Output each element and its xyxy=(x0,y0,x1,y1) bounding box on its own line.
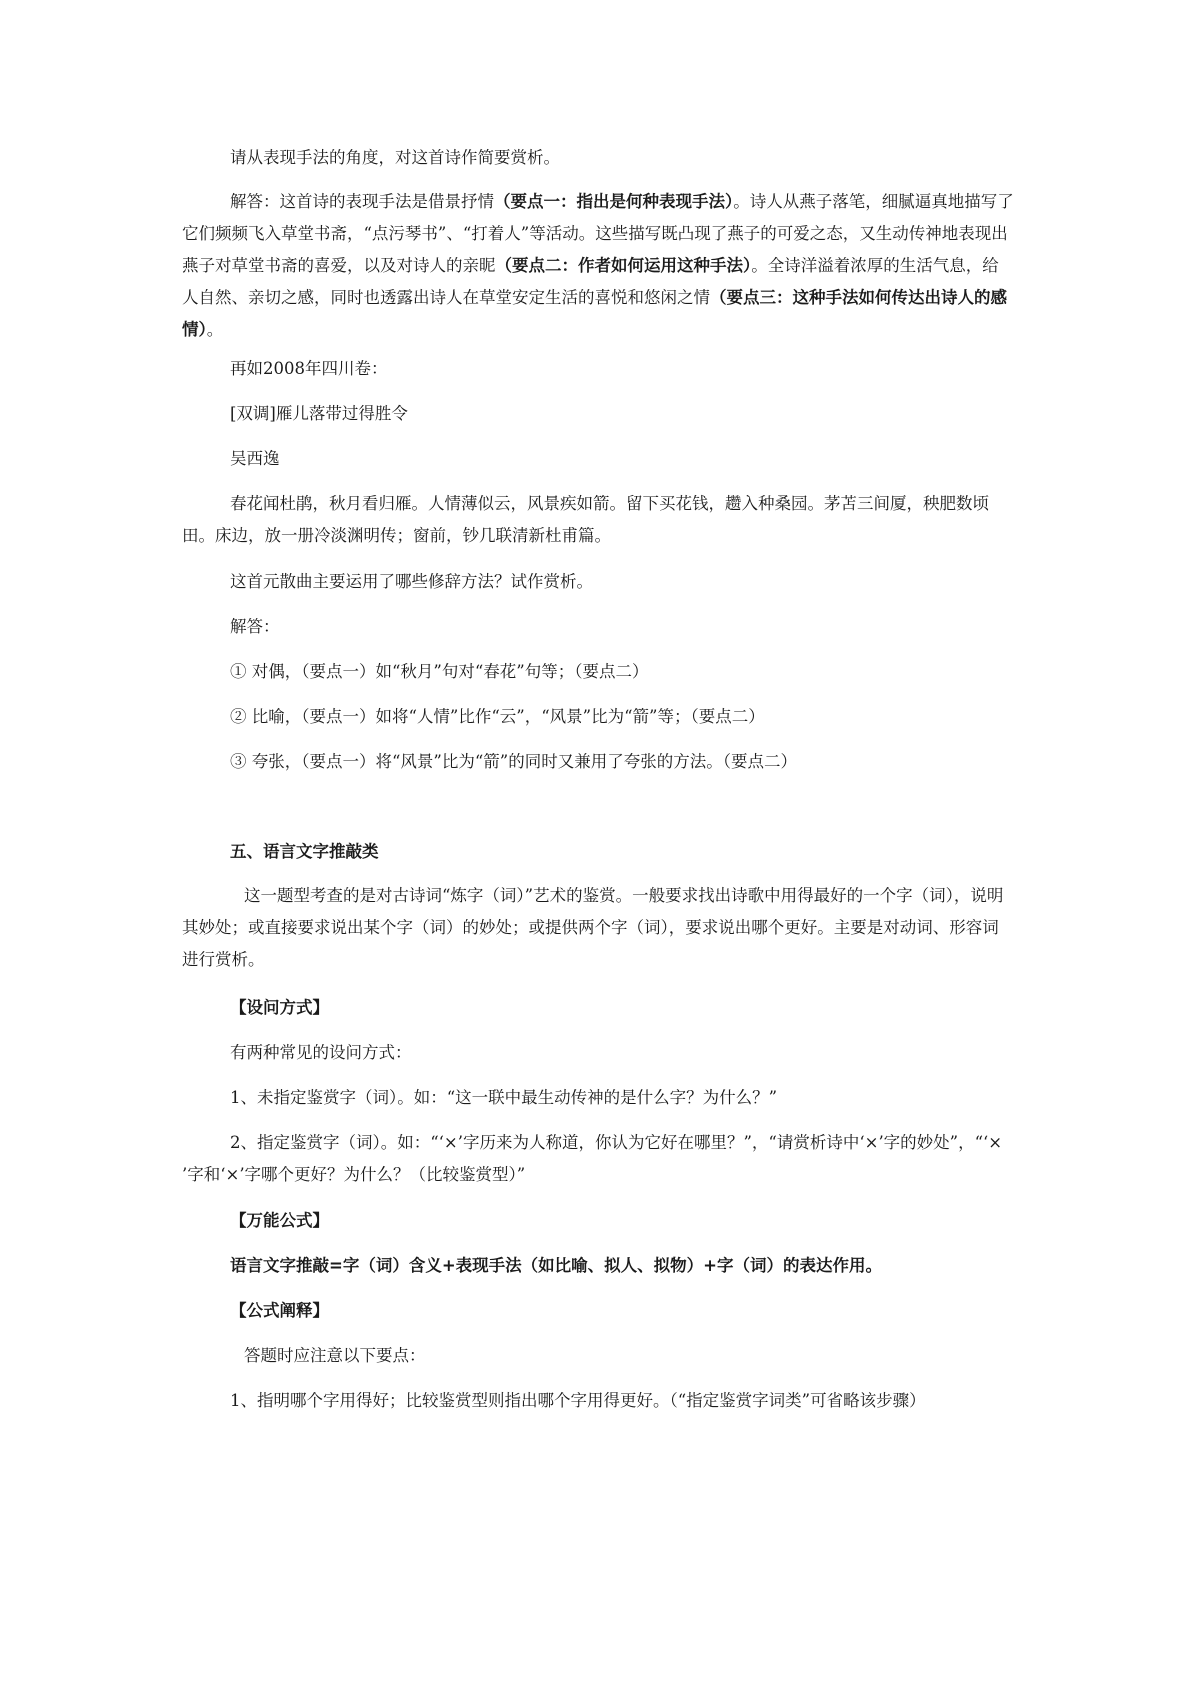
subheading-question-types: 【设问方式】 xyxy=(230,998,329,1017)
answer-text-3: 。全诗洋溢着浓厚的生活气息，给人自然、亲切之感，同时也透露出诗人在草堂安定生活的喜悦和悠闲之情 xyxy=(182,256,999,307)
formula-text: 语言文字推敲=字（词）含义+表现手法（如比喻、拟人、拟物）+字（词）的表达作用。 xyxy=(230,1256,882,1275)
subheading-formula: 【万能公式】 xyxy=(230,1211,329,1230)
answer-item-2: ② 比喻，（要点一）如将“人情”比作“云”，“风景”比为“箭”等；（要点二） xyxy=(230,707,765,726)
poem-title: [双调]雁儿落带过得胜令 xyxy=(230,404,408,423)
answer-text-1: 解答：这首诗的表现手法是借景抒情 xyxy=(230,192,494,211)
question-types-intro: 有两种常见的设问方式： xyxy=(230,1043,412,1062)
key-point-2: （要点二：作者如何运用这种手法） xyxy=(495,256,752,275)
question-text: 请从表现手法的角度，对这首诗作简要赏析。 xyxy=(230,148,560,167)
answer-item-1: ① 对偶，（要点一）如“秋月”句对“春花”句等；（要点二） xyxy=(230,662,649,681)
answer-paragraph xyxy=(182,186,1014,346)
poem-body: 春花闻杜鹃，秋月看归雁。人情薄似云，风景疾如箭。留下买花钱，趱入种桑园。茅苫三间厦，秧肥数顷田。床边，放一册冷淡渊明传；窗前，钞几联清新杜甫篇。 xyxy=(182,494,989,545)
explanation-point-1: 1、指明哪个字用得好；比较鉴赏型则指出哪个字用得更好。（“指定鉴赏字词类”可省略该步骤） xyxy=(230,1391,926,1410)
poem-author: 吴西逸 xyxy=(230,449,280,468)
example-intro: 再如2008年四川卷： xyxy=(230,359,388,378)
question-type-1: 1、未指定鉴赏字（词）。如：“这一联中最生动传神的是什么字？为什么？” xyxy=(230,1088,778,1107)
question-text-2: 这首元散曲主要运用了哪些修辞方法？试作赏析。 xyxy=(230,572,593,591)
answer-text-4: 。 xyxy=(206,320,224,339)
answer-label: 解答： xyxy=(230,617,280,636)
answer-item-3: ③ 夸张，（要点一）将“风景”比为“箭”的同时又兼用了夸张的方法。（要点二） xyxy=(230,752,797,771)
key-point-3: （要点三：这种手法如何传达出诗人的感情） xyxy=(182,288,1007,339)
explanation-intro: 答题时应注意以下要点： xyxy=(244,1346,426,1365)
section-intro: 这一题型考查的是对古诗词“炼字（词）”艺术的鉴赏。一般要求找出诗歌中用得最好的一个字（词），说明其妙处；或直接要求说出某个字（词）的妙处；或提供两个字（词），要求说出哪个更好。主要是对动词、形容词进行赏析。 xyxy=(182,886,1004,969)
answer-text-2: 。诗人从燕子落笔，细腻逼真地描写了它们频频飞入草堂书斋，“点污琴书”、“打着人”等活动。这些描写既凸现了燕子的可爱之态，又生动传神地表现出燕子对草堂书斋的喜爱，以及对诗人的亲昵 xyxy=(182,192,1014,275)
key-point-1: （要点一：指出是何种表现手法） xyxy=(494,192,734,211)
question-type-2: 2、指定鉴赏字（词）。如：“‘×’字历来为人称道，你认为它好在哪里？”，“请赏析诗中‘×’字的妙处”，“‘× ’字和‘×’字哪个更好？为什么？（比较鉴赏型）” xyxy=(182,1133,1003,1184)
subheading-explanation: 【公式阐释】 xyxy=(230,1301,329,1320)
section-heading: 五、语言文字推敲类 xyxy=(230,842,379,861)
